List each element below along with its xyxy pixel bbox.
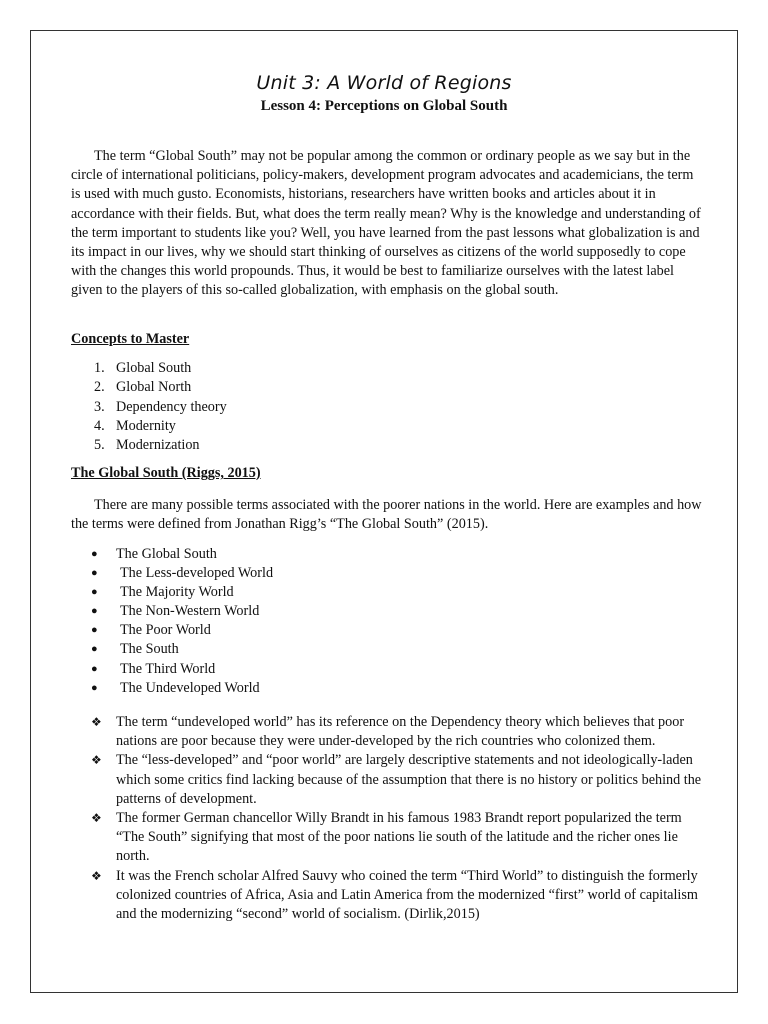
term-label: The Global South — [116, 546, 217, 562]
concepts-list — [71, 359, 227, 455]
term-label: The South — [120, 641, 179, 658]
list-item — [71, 867, 703, 925]
list-item — [71, 583, 273, 602]
list-item — [71, 564, 273, 583]
riggs-intro-paragraph: There are many possible terms associated with the poorer nations in the world. Here are examples and how the terms were defined from Jonathan Rigg’s “The Global South” (2015). — [71, 497, 702, 533]
list-item — [71, 378, 227, 397]
term-label: The Majority World — [120, 584, 234, 601]
list-item — [71, 751, 703, 809]
four-diamond-icon: ❖ — [91, 868, 102, 883]
note-text: The term “undeveloped world” has its reference on the Dependency theory which believes that poor nations are poor because they were under-developed by the rich countries who colonized them. — [116, 714, 685, 750]
list-item — [71, 809, 703, 867]
list-item — [71, 621, 273, 640]
list-item — [71, 602, 273, 621]
intro-paragraph: The term “Global South” may not be popular among the common or ordinary people as we say but in the circle of international politicians, policy-makers, development program advocates and academicians, the term is used with much gusto. Economists, historians, researchers have written books and articles about it in accordance with their fields. But, what does the term really mean? Why is the knowledge and understanding of the term important to students like you? Well, you have learned from the past lessons what globalization is and its impact in our lives, why we should start thinking of ourselves as citizens of the world supposedly to cope with the changes this world propounds. Thus, it would be best to familiarize ourselves with the latest label given to the players of this so-called globalization, with emphasis on the global south. — [71, 148, 701, 299]
list-item — [71, 398, 227, 417]
concept-label: Modernization — [116, 437, 200, 454]
list-number: 2. — [94, 379, 105, 396]
concept-label: Dependency theory — [116, 398, 227, 415]
concepts-heading: Concepts to Master — [71, 331, 190, 347]
term-label: The Undeveloped World — [120, 679, 260, 696]
note-text: It was the French scholar Alfred Sauvy who coined the term “Third World” to distinguish the formerly colonized countries of Africa, Asia and Latin America from the modernized “first” world of capitalism and the modernizing “second” world of socialism. (Dirlik,2015) — [116, 867, 698, 923]
four-diamond-icon: ❖ — [91, 715, 102, 729]
concept-label: Global South — [116, 360, 192, 376]
term-label: The Third World — [120, 660, 216, 677]
four-diamond-icon: ❖ — [91, 753, 102, 768]
list-number: 4. — [94, 417, 105, 434]
term-label: The Less-developed World — [120, 565, 274, 582]
list-number: 3. — [94, 398, 105, 415]
bullet-dot-icon: ● — [91, 567, 98, 580]
list-item — [71, 359, 227, 378]
riggs-heading: The Global South (Riggs, 2015) — [71, 465, 261, 481]
bullet-dot-icon: ● — [91, 548, 98, 560]
bullet-dot-icon: ● — [91, 586, 98, 599]
four-diamond-icon: ❖ — [91, 811, 102, 826]
list-item — [71, 713, 703, 751]
list-item — [71, 545, 273, 564]
notes-list — [71, 713, 703, 924]
list-item — [71, 679, 273, 698]
bullet-dot-icon: ● — [91, 681, 98, 694]
term-label: The Non-Western World — [120, 603, 260, 620]
bullet-dot-icon: ● — [91, 662, 98, 675]
note-text: The “less-developed” and “poor world” are largely descriptive statements and not ideologically-laden which some critics find lacking because of the assumption that there is no history or politics behind the patterns of development. — [116, 752, 702, 807]
list-number: 1. — [94, 360, 105, 376]
term-label: The Poor World — [120, 622, 211, 639]
lesson-title: Lesson 4: Perceptions on Global South — [260, 98, 508, 114]
unit-title: Unit 3: A World of Regions — [256, 72, 512, 94]
bullet-dot-icon: ● — [91, 605, 98, 618]
list-item — [71, 640, 273, 659]
concept-label: Global North — [116, 379, 192, 396]
terms-list — [71, 545, 273, 698]
bullet-dot-icon: ● — [91, 643, 98, 656]
list-item — [71, 417, 227, 436]
list-item — [71, 436, 227, 455]
note-text: The former German chancellor Willy Brandt in his famous 1983 Brandt report popularized the term “The South” signifying that most of the poor nations lie south of the latitude and the richer ones lie north. — [116, 810, 682, 865]
list-number: 5. — [94, 437, 105, 454]
list-item — [71, 660, 273, 679]
concept-label: Modernity — [116, 417, 176, 434]
bullet-dot-icon: ● — [91, 624, 98, 637]
